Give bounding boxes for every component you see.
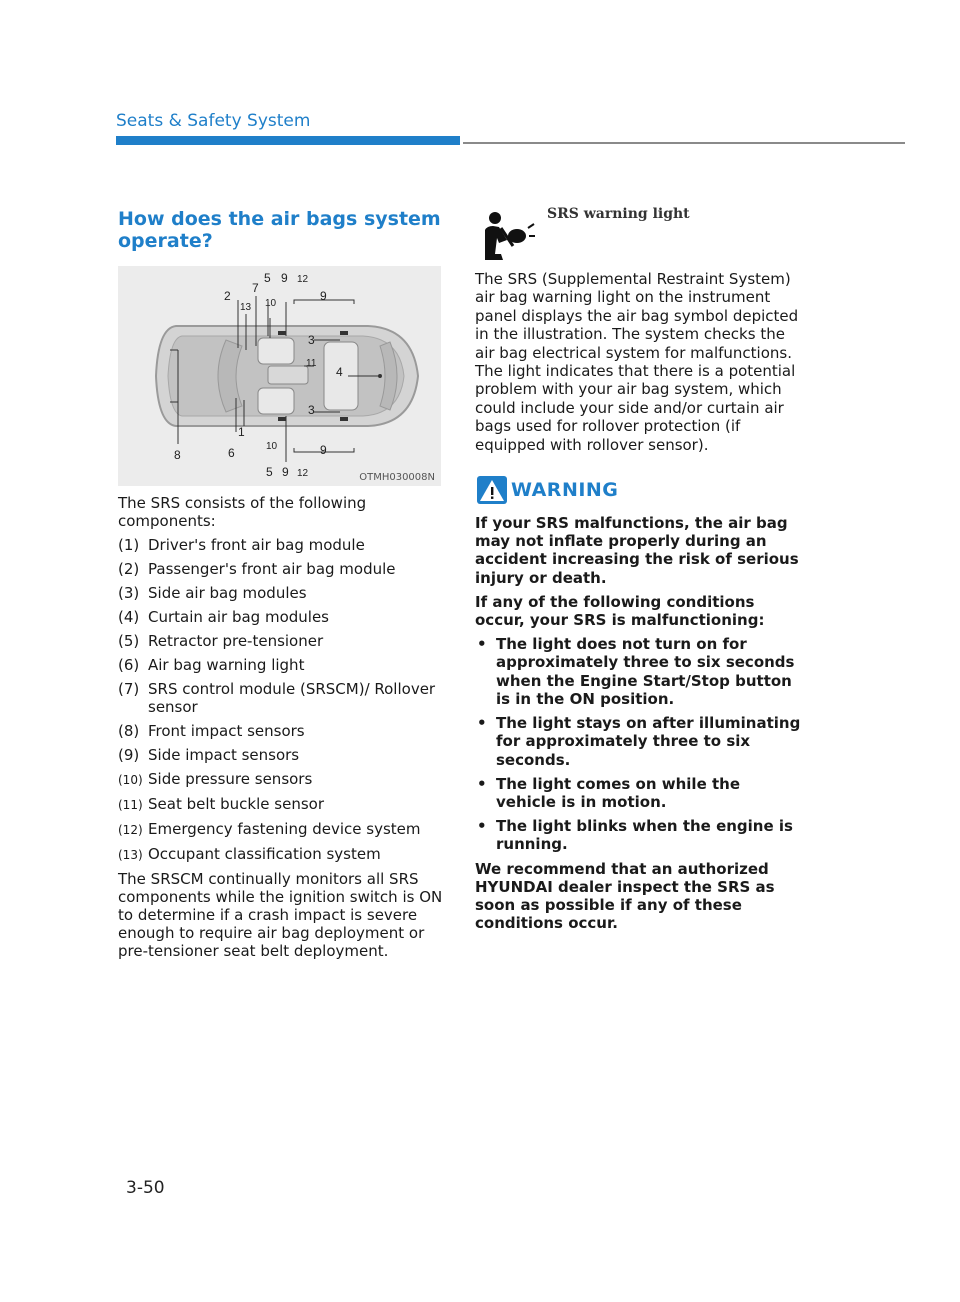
callout-12-bottom: 12 bbox=[297, 468, 309, 479]
list-item: (11) Seat belt buckle sensor bbox=[118, 795, 324, 813]
list-item: • The light does not turn on for approximately three to six seconds when the Engine Start/Stop button is in the ON position. bbox=[475, 635, 805, 708]
callout-13: 13 bbox=[240, 302, 252, 313]
callout-9-upper-right: 9 bbox=[320, 289, 327, 303]
list-item: • The light blinks when the engine is running. bbox=[475, 817, 805, 853]
warning-paragraph-3: We recommend that an authorized HYUNDAI dealer inspect the SRS as soon as possible if any of these conditions occur. bbox=[475, 859, 775, 933]
warning-heading bbox=[475, 476, 805, 508]
warning-paragraph-2: If any of the following conditions occur, your SRS is malfunctioning: bbox=[475, 592, 765, 630]
list-item: (5) Retractor pre-tensioner bbox=[118, 632, 324, 650]
list-item: • The light stays on after illuminating for approximately three to six seconds. bbox=[475, 714, 805, 769]
header-rule-gray bbox=[463, 142, 905, 144]
list-item: (6) Air bag warning light bbox=[118, 656, 305, 674]
components-intro: The SRS consists of the following components: bbox=[118, 494, 367, 530]
callout-5-top: 5 bbox=[264, 271, 271, 285]
callout-1: 1 bbox=[238, 425, 245, 439]
list-item: (12) Emergency fastening device system bbox=[118, 820, 421, 838]
callout-5-bottom: 5 bbox=[266, 465, 273, 479]
callout-9-lower-right: 9 bbox=[320, 443, 327, 457]
callout-6: 6 bbox=[228, 446, 235, 460]
callout-9-bottom: 9 bbox=[282, 465, 289, 479]
components-list bbox=[118, 536, 448, 864]
srs-description: The SRS (Supplemental Restraint System) air bag warning light on the instrument panel displays the air bag symbol depicted in the illustration. The system checks the air bag electrical system for malfunctions. The light indicates that there is a potential problem with your air bag system, which could include your side and/or curtain air bags used for rollover protection (if equipped with rollover sensor). bbox=[475, 270, 799, 454]
section-title: How does the air bags system operate? bbox=[118, 208, 441, 252]
callout-7: 7 bbox=[252, 281, 259, 295]
list-item: • The light comes on while the vehicle is in motion. bbox=[475, 775, 805, 811]
callout-4: 4 bbox=[336, 365, 343, 379]
page-number: 3-50 bbox=[126, 1178, 165, 1198]
callout-10-bottom: 10 bbox=[266, 441, 278, 452]
callout-11: 11 bbox=[306, 358, 317, 369]
callout-3-lower: 3 bbox=[308, 403, 315, 417]
monitor-paragraph: The SRSCM continually monitors all SRS components while the ignition switch is ON to determine if a crash impact is severe enough to require air bag deployment or pre-tensioner seat belt deployment. bbox=[118, 870, 443, 960]
srs-warning-title: SRS warning light bbox=[547, 206, 690, 222]
airbag-figure bbox=[118, 266, 441, 486]
warning-body bbox=[475, 514, 805, 932]
callout-9-top: 9 bbox=[281, 271, 288, 285]
list-item: (9) Side impact sensors bbox=[118, 746, 300, 764]
section-header: Seats & Safety System bbox=[116, 111, 311, 131]
header-rule-blue bbox=[116, 136, 460, 145]
callout-10-top: 10 bbox=[265, 298, 277, 309]
list-item: (13) Occupant classification system bbox=[118, 845, 381, 863]
warning-title: WARNING bbox=[511, 479, 619, 502]
warning-conditions-list bbox=[475, 635, 805, 853]
list-item: (4) Curtain air bag modules bbox=[118, 608, 329, 626]
list-item: (7) SRS control module (SRSCM)/ Rollover sensor bbox=[118, 680, 436, 716]
list-item: (2) Passenger's front air bag module bbox=[118, 560, 396, 578]
warning-triangle-icon bbox=[477, 476, 507, 504]
list-item: (10) Side pressure sensors bbox=[118, 770, 313, 788]
list-item: (8) Front impact sensors bbox=[118, 722, 305, 740]
figure-code: OTMH030008N bbox=[359, 472, 435, 483]
callout-3-upper: 3 bbox=[308, 333, 315, 347]
callout-2: 2 bbox=[224, 289, 231, 303]
right-column bbox=[475, 200, 805, 938]
left-column bbox=[118, 208, 448, 975]
car-topview-illustration bbox=[118, 266, 441, 486]
list-item: (3) Side air bag modules bbox=[118, 584, 307, 602]
callout-8: 8 bbox=[174, 448, 181, 462]
airbag-warning-light-icon bbox=[479, 210, 535, 262]
warning-paragraph-1: If your SRS malfunctions, the air bag may not inflate properly during an accident increasing the risk of serious injury or death. bbox=[475, 514, 799, 587]
list-item: (1) Driver's front air bag module bbox=[118, 536, 365, 554]
srs-warning-heading bbox=[475, 200, 805, 266]
callout-12-top: 12 bbox=[297, 274, 309, 285]
